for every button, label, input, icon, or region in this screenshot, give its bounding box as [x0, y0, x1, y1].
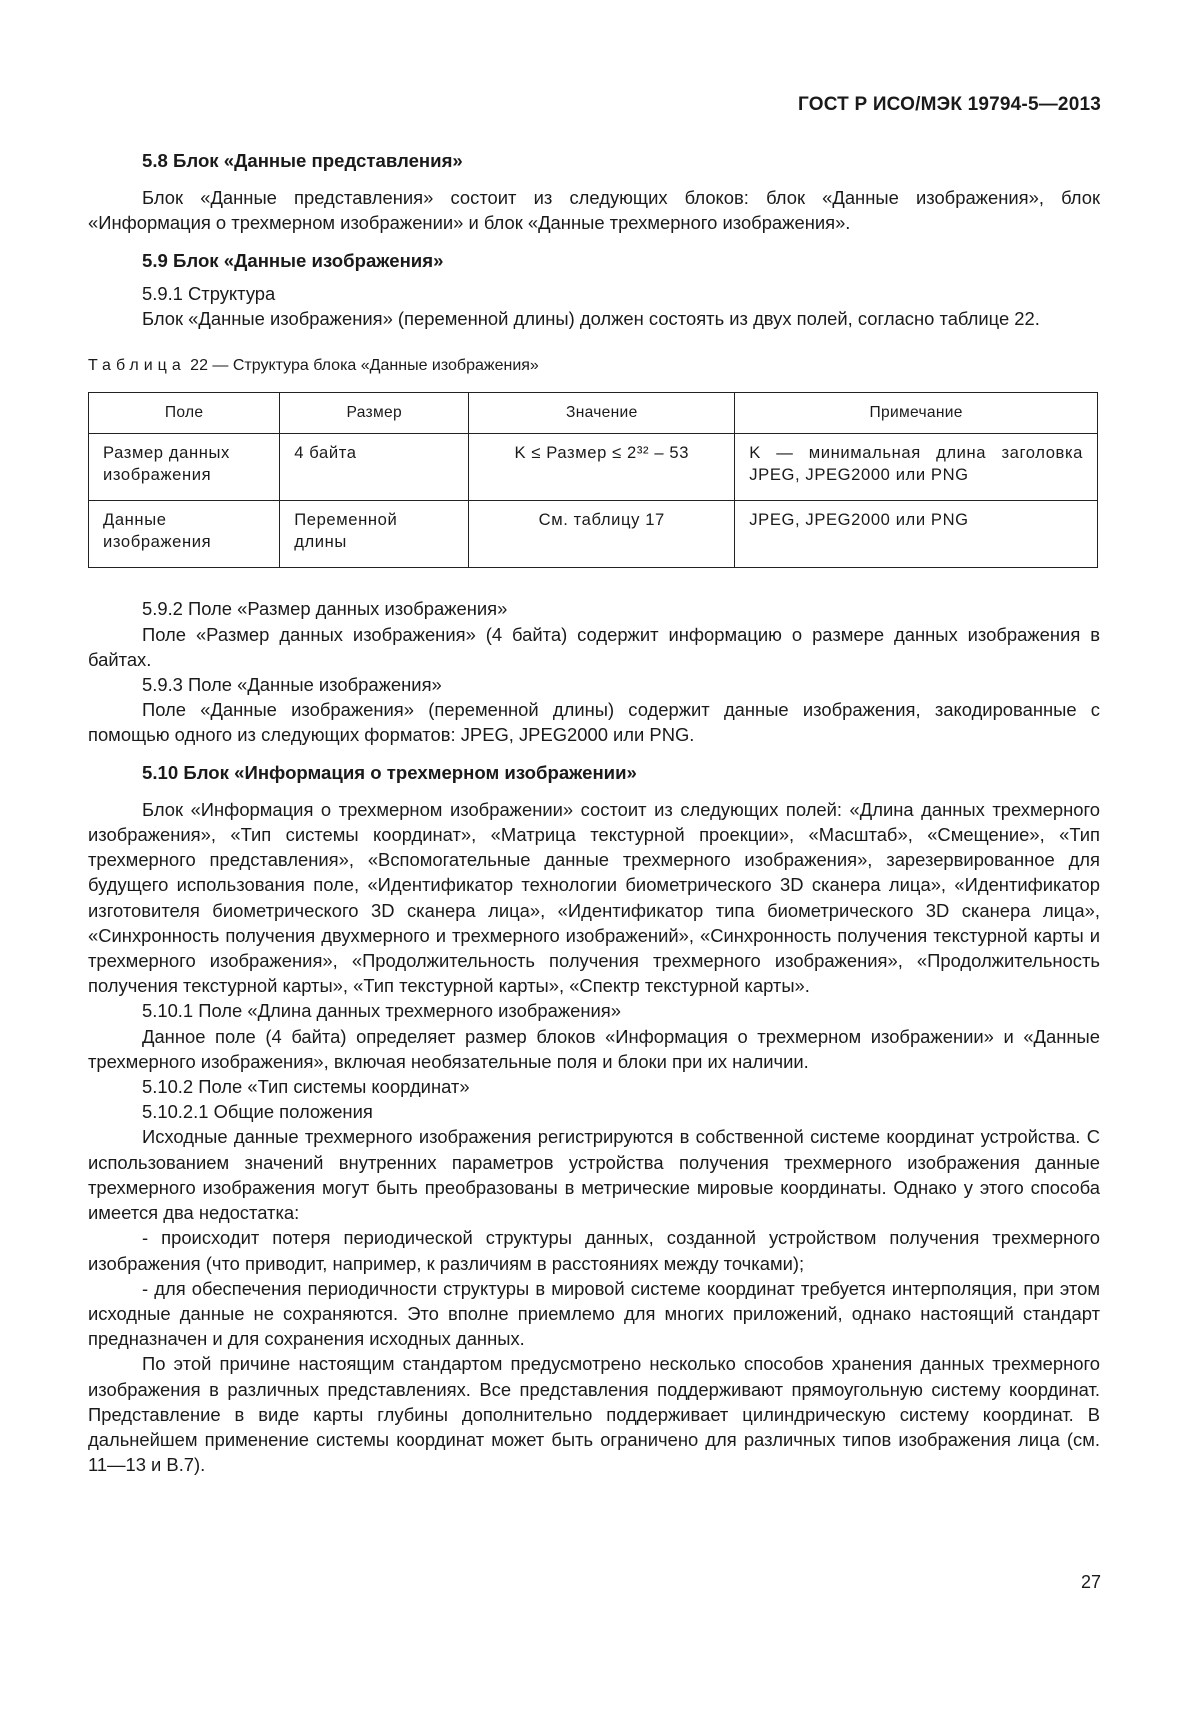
- subheading-5-10-1: 5.10.1 Поле «Длина данных трехмерного изображения»: [142, 1000, 621, 1022]
- table-header-cell: Значение: [469, 393, 735, 434]
- table-header-cell: Поле: [89, 393, 280, 434]
- heading-5-8: 5.8 Блок «Данные представления»: [142, 150, 463, 171]
- list-item: - для обеспечения периодичности структуры в мировой системе координат требуется интерполяция, при этом исходные данные не сохраняются. Это вполне приемлемо для многих приложений, однако настоящий стандарт предназначен и для сохранения исходных данных.: [88, 1277, 1100, 1350]
- heading-5-10: 5.10 Блок «Информация о трехмерном изображении»: [142, 761, 637, 783]
- table-row: [89, 434, 1098, 501]
- subheading-5-10-2: 5.10.2 Поле «Тип системы координат»: [142, 1076, 470, 1098]
- paragraph: По этой причине настоящим стандартом предусмотрено несколько способов хранения данных трехмерного изображения в различных представлениях. Все представления поддерживают прямоугольную систему координат. Представление в виде карты глубины дополнительно поддерживает цилиндрическую систему координат. В дальнейшем применение системы координат может быть ограничено для различных типов изображения лица (см. 11—13 и В.7).: [88, 1353, 1100, 1476]
- paragraph: Блок «Данные представления» состоит из следующих блоков: блок «Данные изображения», блок «Информация о трехмерном изображении» и блок «Данные трехмерного изображения».: [88, 187, 1100, 234]
- table-cell: См. таблицу 17: [469, 501, 735, 568]
- paragraph: Данное поле (4 байта) определяет размер блоков «Информация о трехмерном изображении» и «Данные трехмерного изображения», включая необязательные поля и блоки при их наличии.: [88, 1025, 1100, 1072]
- paragraph: Поле «Размер данных изображения» (4 байта) содержит информацию о размере данных изображения в байтах.: [88, 623, 1100, 670]
- subheading-5-10-2-1: 5.10.2.1 Общие положения: [142, 1101, 373, 1123]
- table-header-cell: Примечание: [735, 393, 1098, 434]
- table-header-cell: Размер: [280, 393, 469, 434]
- table-cell: JPEG, JPEG2000 или PNG: [735, 501, 1098, 568]
- page-content: [88, 148, 1100, 1477]
- table-cell: K — минимальная длина заголовка JPEG, JPEG2000 или PNG: [735, 434, 1098, 501]
- table-row: [89, 501, 1098, 568]
- paragraph: Поле «Данные изображения» (переменной длины) содержит данные изображения, закодированные с помощью одного из следующих форматов: JPEG, JPEG2000 или PNG.: [88, 699, 1100, 746]
- table-cell: Переменной длины: [280, 501, 469, 568]
- table-22: [88, 392, 1098, 568]
- table-caption-prefix: Таблица: [88, 357, 186, 375]
- list-item: - происходит потеря периодической структуры данных, созданной устройством получения трехмерного изображения (что приводит, например, к различиям в расстояниях между точками);: [88, 1227, 1100, 1274]
- table-caption: [88, 353, 1100, 378]
- subheading-5-9-1: 5.9.1 Структура: [142, 282, 276, 304]
- paragraph: Блок «Информация о трехмерном изображении» состоит из следующих полей: «Длина данных трехмерного изображения», «Тип системы координат», «Матрица текстурной проекции», «Масштаб», «Смещение», «Тип трехмерного представления», «Вспомогательные данные трехмерного изображения», зарезервированное для будущего использования поле, «Идентификатор технологии биометрического 3D сканера лица», «Идентификатор изготовителя биометрического 3D сканера лица», «Идентификатор типа биометрического 3D сканера лица», «Синхронность получения двухмерного и трехмерного изображений», «Синхронность получения текстурной карты и трехмерного изображения», «Продолжительность получения трехмерного изображения», «Продолжительность получения текстурной карты», «Тип текстурной карты», «Спектр текстурной карты».: [88, 798, 1100, 997]
- table-cell: K ≤ Размер ≤ 2³² – 53: [469, 434, 735, 501]
- table-caption-title: 22 — Структура блока «Данные изображения»: [185, 357, 539, 375]
- document-id: ГОСТ Р ИСО/МЭК 19794-5—2013: [798, 94, 1101, 115]
- heading-5-9: 5.9 Блок «Данные изображения»: [142, 249, 444, 271]
- table-cell: Размер данных изображения: [89, 434, 280, 501]
- subheading-5-9-3: 5.9.3 Поле «Данные изображения»: [142, 674, 442, 696]
- table-cell: 4 байта: [280, 434, 469, 501]
- paragraph: Блок «Данные изображения» (переменной длины) должен состоять из двух полей, согласно таблице 22.: [142, 308, 1040, 330]
- page-number: 27: [1080, 1572, 1101, 1592]
- paragraph: Исходные данные трехмерного изображения регистрируются в собственной системе координат устройства. С использованием значений внутренних параметров устройства получения трехмерного изображения данные трехмерного изображения могут быть преобразованы в метрические мировые координаты. Однако у этого способа имеется два недостатка:: [88, 1126, 1100, 1224]
- subheading-5-9-2: 5.9.2 Поле «Размер данных изображения»: [142, 598, 508, 620]
- table-cell: Данные изображения: [89, 501, 280, 568]
- table-header-row: [89, 393, 1098, 434]
